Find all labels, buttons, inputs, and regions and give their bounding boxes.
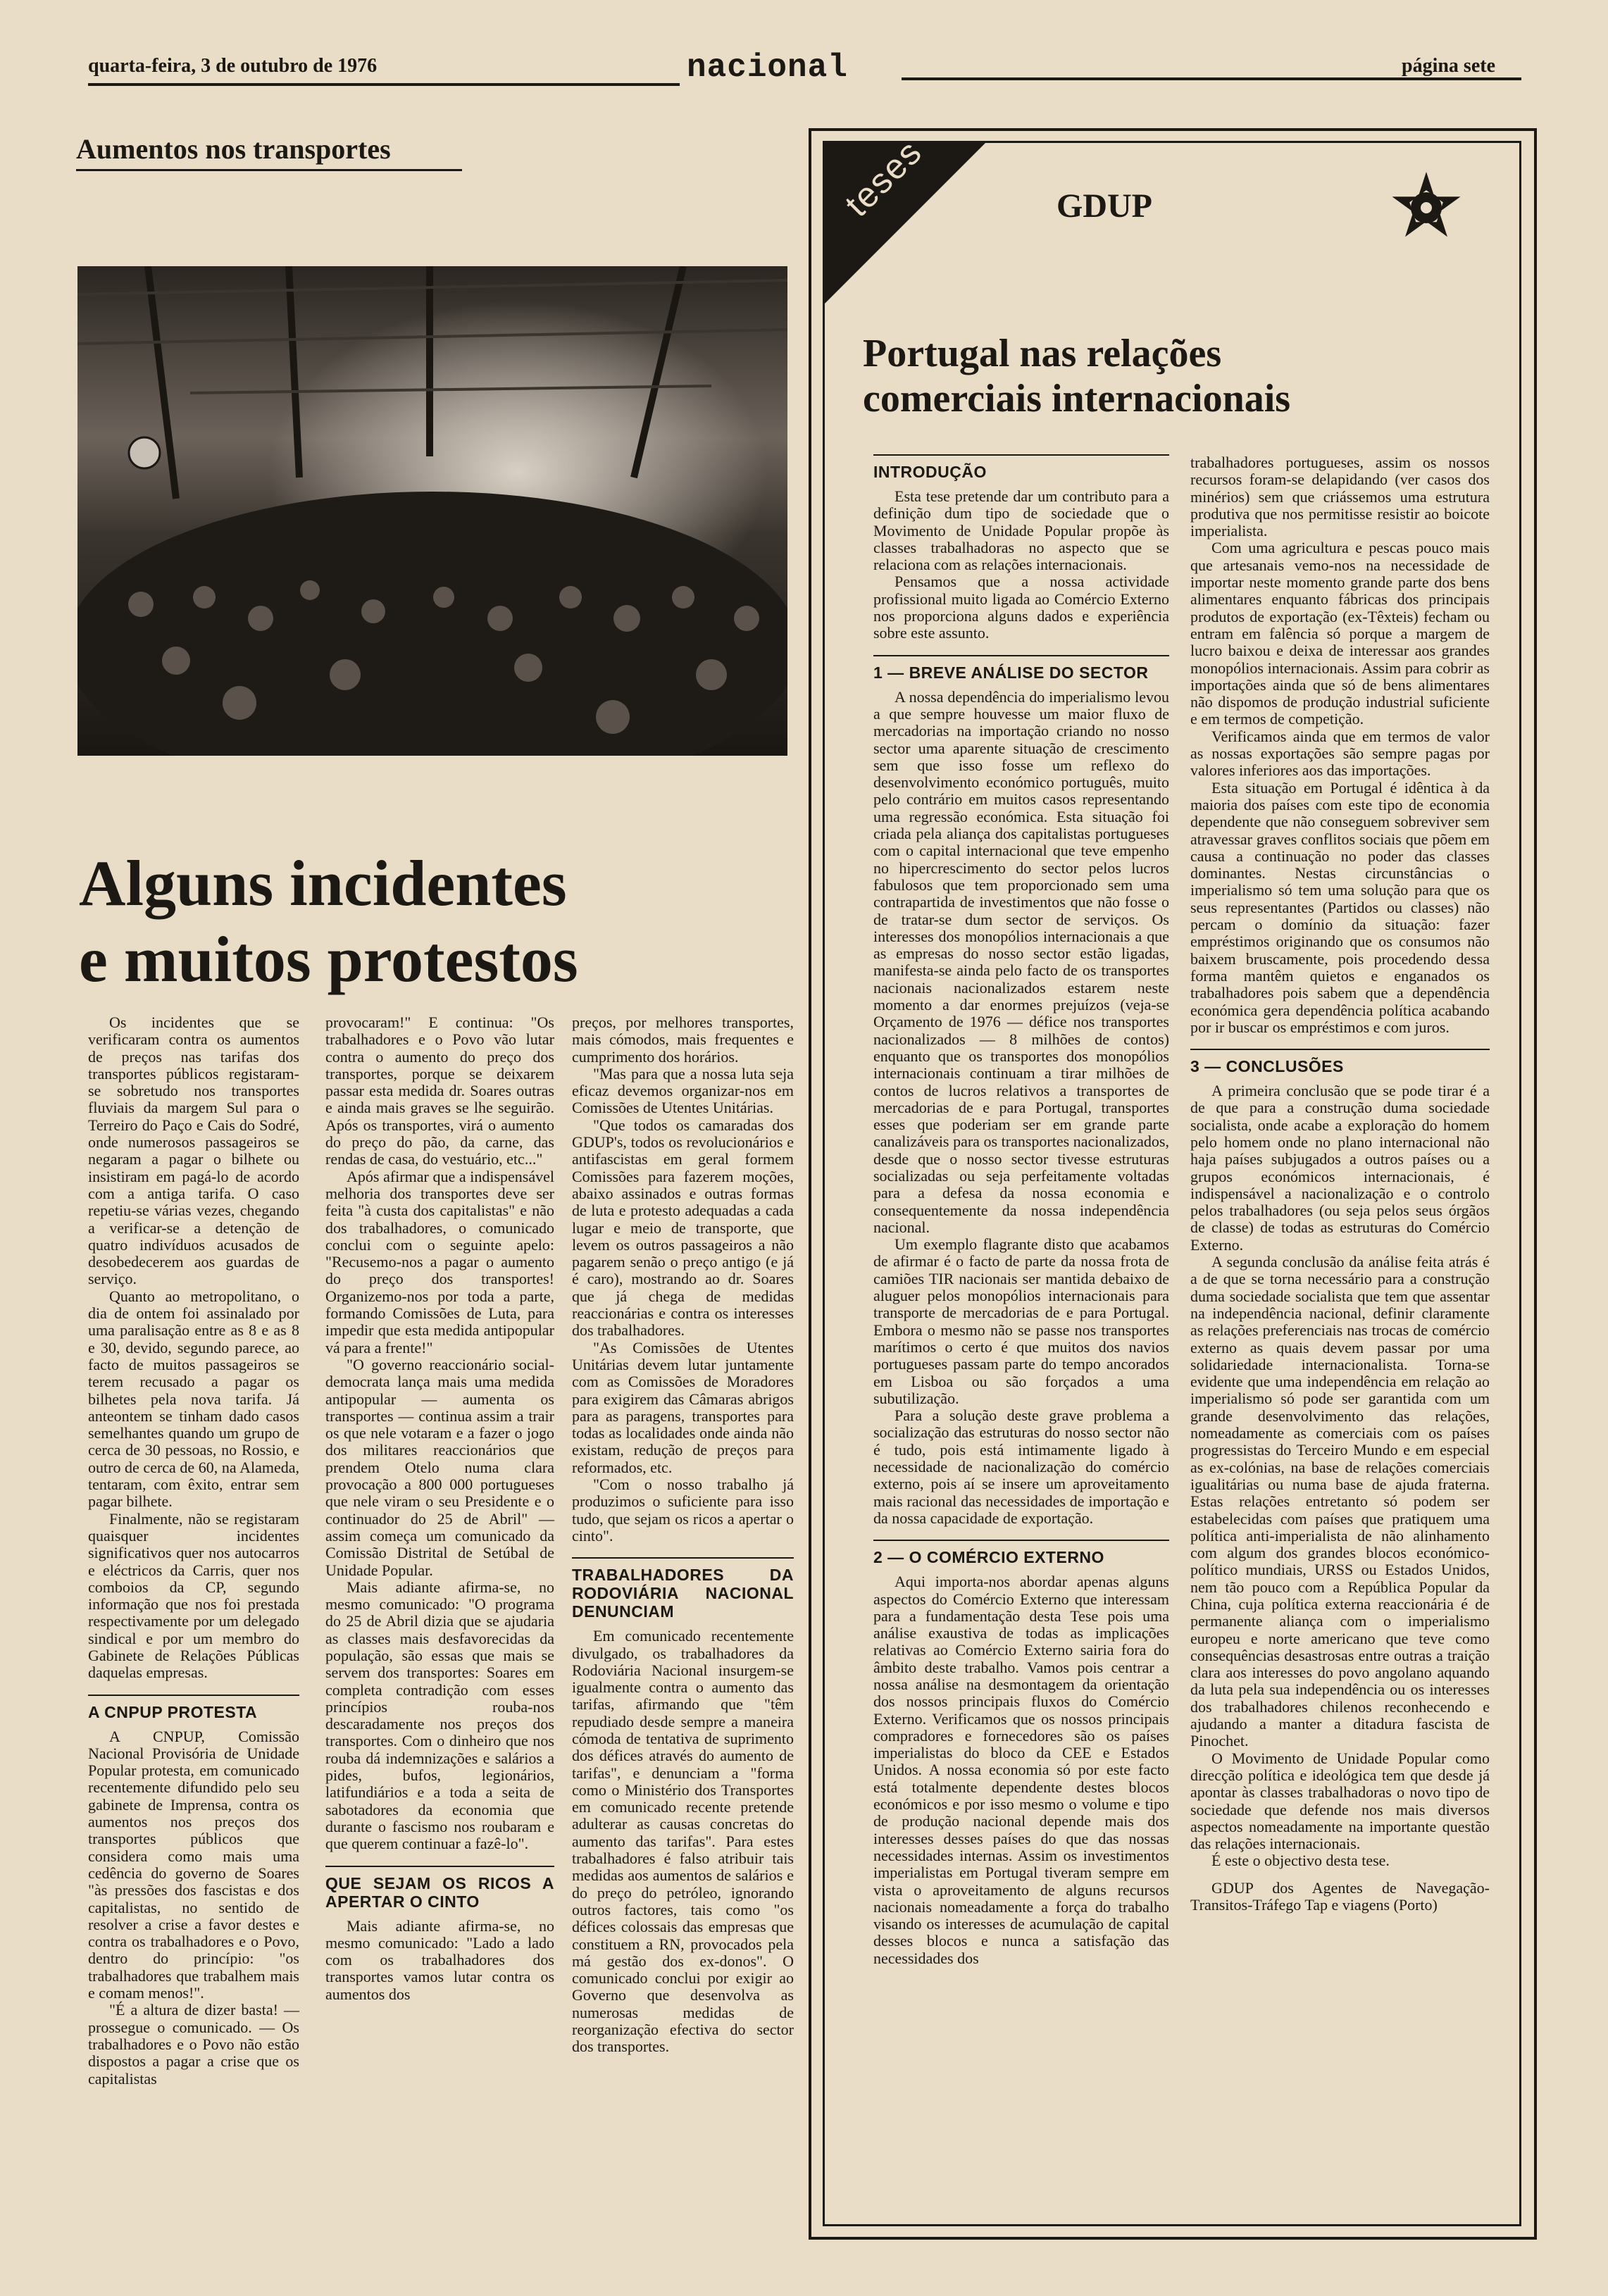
paragraph: trabalhadores portugueses, assim os nossos recursos foram-se delapidando (ver casos dos minérios) sem que criássemos uma estrutura produtiva que nos permitisse resistir ao boicote imperialista. [1190,454,1490,540]
subheading: INTRODUÇÃO [873,454,1169,481]
subheading: 1 — BREVE ANÁLISE DO SECTOR [873,655,1169,682]
paragraph: A segunda conclusão da análise feita atrás é a de que se torna necessário para a construção duma sociedade socialista que tem que assentar na independência nacional, definir claramente as relações preferenciais nas trocas de comércio externo as quais devem passar por uma solidariedade internacionalista. Torna-se evidente que uma independência em relação ao imperialismo só pode ser garantida com um grande desenvolvimento das relações, nomeadamente as comerciais com os países progressistas do Terceiro Mundo e em especial as ex-colónias, na base de relações comerciais igualitárias ou numa base de ajuda fraterna. Estas relações entretanto só podem ser estabelecidas com países que pratiquem uma política anti-imperialista de não alinhamento com algum dos grandes blocos económico-político mundiais, URSS ou Estados Unidos, nem tão pouco com a República Popular da China, cuja política externa reaccionária é de permanente aliança com o imperialismo europeu e norte americano que teve como consequências desastrosas entre outras a traição clara aos interesses do povo angolano aquando da luta pela sua independência ou os interesses dos trabalhadores chilenos reconhecendo e ajudando a manter a ditadura fascista de Pinochet. [1190,1253,1490,1750]
paragraph: "As Comissões de Utentes Unitárias devem lutar juntamente com as Comissões de Moradores para exigirem das Câmaras abrigos para as paragens, transportes para todas as localidades onde ainda não existam, redução de preços para reformados, etc. [572,1338,794,1476]
paragraph: Com uma agricultura e pescas pouco mais que artesanais vemo-nos na necessidade de importar neste momento grande parte dos bens alimentares enquanto fábricas dos principais produtos de exportação (ex-Têxteis) fecham ou entram em falência só porque a margem de lucro baixou e deixa de interessar aos grandes monopólios internacionais. Assim para cobrir as importações ainda que só de bens alimentares não dispomos de produção industrial suficiente e em termos de competição. [1190,539,1490,728]
paragraph: Verificamos ainda que em termos de valor as nossas exportações são sempre pagas por valores inferiores aos das importações. [1190,727,1490,780]
thesis-title-line-2: comerciais internacionais [863,377,1291,420]
paragraph: Pensamos que a nossa actividade profissional muito ligada ao Comércio Externo nos proporciona alguns dados e experiência sobre este assunto. [873,573,1169,642]
paragraph: "O governo reaccionário social-democrata lança mais uma medida antipopular — aumenta os transportes — continua assim a trair os que nele votaram e a fazer o jogo dos militares reaccionários que prendem Otelo numa clara provocação a 800 000 portugueses que nele viram o seu Presidente e o continuador do 25 de Abril" — assim começa um comunicado da Comissão Distrital de Setúbal de Unidade Popular. [325,1355,554,1579]
paragraph: A nossa dependência do imperialismo levou a que sempre houvesse um maior fluxo de mercadorias na importação criando no nosso sector uma aparente situação de crescimento sem que isso fosse um reflexo do desenvolvimento económico português, muito pelo contrário em muitos casos representando uma regressão económica. Esta situação foi criada pela aliança dos capitalistas portugueses com o capital internacional que teve empenho no hipercrescimento do sector pelos lucros fabulosos que tem proporcionado sem uma contrapartida de investimentos que não fosse o de tratar-se dum sector de serviços. Os interesses dos monopólios internacionais a que as empresas do nosso sector estão ligadas, manifesta-se ainda pelo facto de os transportes nacionais nacionalizados estarem neste momento a dar enormes prejuízos (veja-se Orçamento de 1976 — défice nos transportes nacionalizados — 8 milhões de contos) enquanto que os transportes dos monopólios internacionais continuam a tirar milhões de contos de lucros relativos a transportes de mercadorias de e para Portugal, transportes esses que poderiam ser em grande parte canalizáveis para os transportes nacionalizados, desde que o nosso sector tivesse estruturas socializadas ou seja perfeitamente voltadas para a defesa da nossa economia e consequentemente da nossa independência nacional. [873,687,1169,1236]
article-column-3 [572,1014,794,2056]
subheading: QUE SEJAM OS RICOS A APERTAR O CINTO [325,1866,554,1911]
paragraph: Aqui importa-nos abordar apenas alguns aspectos do Comércio Externo que interessam para a fundamentação desta Tese pois uma análise exaustiva de todas as implicações relativas ao Comércio Externo sairia fora do âmbito deste trabalho. Vamos pois centrar a nossa análise na desmontagem da orientação dos nossos principais fluxos do Comércio Externo. Verificamos que os nossos principais compradores e fornecedores são os países imperialistas do bloco da CEE e Estados Unidos. A nossa economia só por este facto está totalmente dependente destes blocos económicos e por isso mesmo o volume e tipo de produção nacional depende mais dos interesses desses países do que das nossas necessidades internas. Assim os investimentos imperialistas em Portugal tiveram sempre em vista o aproveitamento de alguns recursos nacionais nomeadamente a força do trabalho visando os interesses de acumulação de capital desses blocos e nunca a satisfação das necessidades dos [873,1573,1169,1967]
paragraph: "Com o nosso trabalho já produzimos o suficiente para isso tudo, que sejam os ricos a apertar o cinto". [572,1475,794,1545]
article-column-1 [88,1014,299,2088]
paragraph: A primeira conclusão que se pode tirar é a de que para a construção duma sociedade socialista, onde acabe a exploração do homem pelo homem onde no plano internacional não haja países subjugados a outros países ou a grupos económicos internacionais, é indispensável a nacionalização e o controlo pelos trabalhadores (ou seja pelos seus órgãos de classe) de todas as estruturas do Comércio Externo. [1190,1082,1490,1254]
paragraph: Mais adiante afirma-se, no mesmo comunicado: "O programa do 25 de Abril dizia que se ajudaria as classes mais desfavorecidas da população, são essas que mais se servem dos transportes: Soares em completa contradição com esses princípios rouba-nos descaradamente nos preços dos transportes. Com o dinheiro que nos rouba dá indemnizações e salários a pides, bufos, legionários, latifundiários e a toda a seita de sabotadores da economia que durante o fascismo nos roubaram e que querem continuar a fazê-lo". [325,1578,554,1853]
article-column-2 [325,1014,554,2003]
paragraph: Um exemplo flagrante disto que acabamos de afirmar é o facto de parte da nossa frota de camiões TIR nacionais ser mantida debaixo de aluguer pelos monopólios internacionais para transporte de mercadorias de e para Portugal. Embora o mesmo não se passe nos transportes marítimos o certo é que muitos dos navios portugueses passam parte do tempo ancorados em Lisboa ou são forçados a uma subutilização. [873,1235,1169,1407]
paragraph: É este o objectivo desta tese. [1211,1852,1390,1870]
thesis-title [863,331,1461,421]
paragraph: O Movimento de Unidade Popular como direcção política e ideológica tem que desde já apontar às classes trabalhadoras o novo tipo de sociedade que defende nos mais diversos aspectos nomeadamente na importante questão das relações internacionais. [1190,1749,1490,1853]
subheading: 2 — O COMÉRCIO EXTERNO [873,1540,1169,1566]
paragraph: Mais adiante afirma-se, no mesmo comunicado: "Lado a lado com os trabalhadores dos transportes vamos lutar contra os aumentos dos [325,1916,554,2003]
paragraph: Esta tese pretende dar um contributo para a definição dum tipo de sociedade que o Movimento de Unidade Popular propõe às classes trabalhadoras no aspecto que se relaciona com as relações internacionais. [873,487,1169,574]
gdup-logo-icon [1388,169,1465,247]
paragraph: "É a altura de dizer basta! — prossegue o comunicado. — Os trabalhadores e o Povo não estão dispostos a pagar a crise que os capitalistas [88,2001,299,2088]
paragraph: "Mas para que a nossa luta seja eficaz devemos organizar-nos em Comissões de Utentes Unitárias. [572,1064,794,1117]
news-photo [77,266,787,756]
signature: GDUP dos Agentes de Navegação-Transitos-Tráfego Tap e viagens (Porto) [1190,1878,1490,1914]
org-name: GDUP [1057,187,1152,225]
paragraph: Após afirmar que a indispensável melhoria dos transportes deve ser feita "à custa dos capitalistas" e não dos trabalhadores, o comunicado conclui com o seguinte apelo: "Recusemo-nos a pagar o aumento do preço dos transportes! Organizemo-nos por toda a parte, formando Comissões de Luta, para impedir que esta medida antipopular vá para a frente!" [325,1167,554,1356]
paragraph: Finalmente, não se registaram quaisquer incidentes significativos quer nos autocarros e eléctricos da Carris, quer nos comboios da CP, segundo informação que nos foi prestada respectivamente por um delegado sindical e por um membro do Gabinete de Relações Públicas daquelas empresas. [88,1509,299,1682]
paragraph: Esta situação em Portugal é idêntica à da maioria dos países com este tipo de economia dependente que não conseguem sobreviver sem atravessar graves conflitos sociais que põem em causa a continuação no poder das classes dominantes. Nestas circunstâncias o imperialismo só tem uma solução para que os seus representantes (Partidos ou classes) não percam o domínio da situação: fazer empréstimos originando que os consumos não baixem bruscamente, pois procedendo dessa forma mantêm quietos e enganados os trabalhadores pois sabem que a dependência económica gera dependência política acabando por ir buscar os empréstimos e com juros. [1190,778,1490,1036]
subheading: A CNPUP PROTESTA [88,1695,299,1721]
paragraph: preços, por melhores transportes, mais cómodos, mais frequentes e cumprimento dos horários. [572,1013,794,1066]
section-title: nacional [687,49,848,86]
paragraph: Quanto ao metropolitano, o dia de ontem foi assinalado por uma paralisação entre as 8 e as 8 e 30, devido, segundo parece, ao facto de muitos passageiros se terem recusado a pagar os bilhetes pela nova tarifa. Já anteontem se tinham dado casos semelhantes quando um grupo de cerca de 30 pessoas, no Rossio, e outro de cerca de 60, na Alameda, tentaram, com êxito, entrar sem pagar bilhete. [88,1287,299,1511]
subheading: 3 — CONCLUSÕES [1190,1049,1490,1075]
issue-date: quarta-feira, 3 de outubro de 1976 [88,55,378,77]
paragraph: A CNPUP, Comissão Nacional Provisória de Unidade Popular protesta, em comunicado recentemente difundido pelo seu gabinete de Imprensa, contra os aumentos nos preços dos transportes públicos que considera como mais uma cedência do governo de Soares "às pressões dos fascistas e dos capitalistas, no sentido de resolver a crise a favor destes e contra os trabalhadores e o Povo, dentro do princípio: "os trabalhadores que trabalhem mais e comam menos!". [88,1727,299,2002]
article-headline [79,845,804,997]
header-rule-left [88,83,680,86]
thesis-column-1 [873,454,1169,1967]
paragraph: Os incidentes que se verificaram contra os aumentos de preços nas tarifas dos transportes públicos registaram-se sobretudo nos transportes fluviais da margem Sul para o Terreiro do Paço e Cais do Sodré, onde numerosos passageiros se negaram a pagar o bilhete ou insistiram em pagá-lo de acordo com a antiga tarifa. O caso repetiu-se várias vezes, chegando a verificar-se a detenção de quatro indivíduos acusados de desobedecerem aos guardas de serviço. [88,1013,299,1288]
header-rule-right [902,77,1521,80]
kicker-rule [76,169,462,171]
kicker: Aumentos nos transportes [76,133,391,165]
teses-label: teses [837,132,930,225]
paragraph: provocaram!" E continua: "Os trabalhadores e o Povo vão lutar contra o aumento do preço dos transportes, porque se deixarem passar esta medida dr. Soares outras e ainda mais graves se lhe seguirão. Após os transportes, virá o aumento do preço do pão, da carne, das rendas de casa, do vestuário, etc..." [325,1013,554,1168]
thesis-title-line-1: Portugal nas relações [863,332,1222,375]
headline-line-2: e muitos protestos [79,923,578,995]
subheading: TRABALHADORES DA RODOVIÁRIA NACIONAL DENUNCIAM [572,1557,794,1621]
headline-line-1: Alguns incidentes [79,847,567,919]
paragraph: "Que todos os camaradas dos GDUP's, todos os revolucionários e antifascistas em geral formem Comissões para fazerem moções, abaixo assinados e outras formas de luta e protesto adequadas a cada lugar e meio de transporte, que levem os outros passageiros a não pagarem senão o preço antigo (e já é caro), mostrando ao dr. Soares que já chega de medidas reaccionárias e contra os interesses dos trabalhadores. [572,1116,794,1340]
paragraph: Para a solução deste grave problema a socialização das estruturas do nosso sector não é tudo, pois está intimamente ligado à necessidade de nacionalização do comércio externo, pois aí se insere um aproveitamento mais racional das necessidades de importação e da nossa capacidade de exportação. [873,1406,1169,1527]
page-number: página sete [1402,55,1495,77]
thesis-column-2 [1190,454,1490,1914]
paragraph: Em comunicado recentemente divulgado, os trabalhadores da Rodoviária Nacional insurgem-se igualmente contra o aumento das tarifas, afirmando que "têm repudiado desde sempre a maneira cómoda de tentativa de suprimento dos défices através do aumento de tarifas", e denunciam a "forma como o Ministério dos Transportes em comunicado recente pretende adulterar as causas concretas do aumento das tarifas". Para estes trabalhadores é falso atribuir tais medidas aos aumentos de salários e do preço do petróleo, ignorando outros factores, tais como "os défices colossais das empresas que constituem a RN, provocados pela má gestão dos ex-donos". O comunicado conclui por exigir ao Governo que desenvolva as numerosas medidas de reorganização efectiva do sector dos transportes. [572,1627,794,2056]
